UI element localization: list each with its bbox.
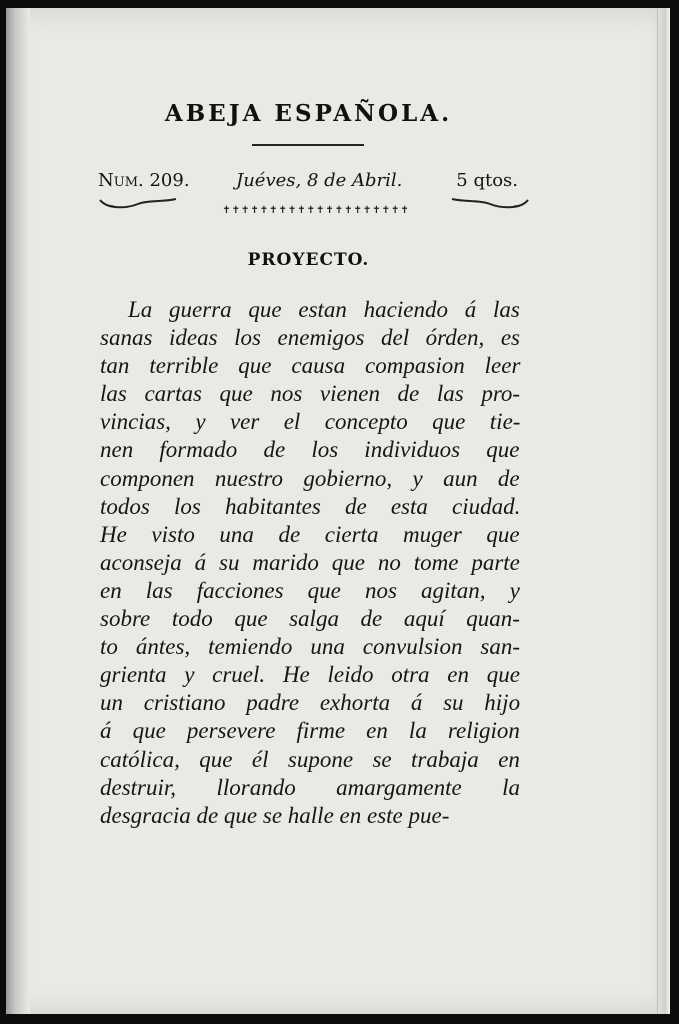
article-heading: PROYECTO. xyxy=(247,250,370,270)
text-line: un cristiano padre exhorta á su hijo xyxy=(100,690,521,716)
text-line: todos los habitantes de esta ciudad. xyxy=(100,493,521,519)
issue-date: Juéves, 8 de Abril. xyxy=(236,170,403,191)
text-line: to ántes, temiendo una convulsion san- xyxy=(100,634,521,660)
text-line: componen nuestro gobierno, y aun de xyxy=(100,465,520,491)
text-line: á que persevere firme en la religion xyxy=(100,718,520,744)
text-line: destruir, llorando amargamente la xyxy=(100,774,521,800)
text-line: las cartas que nos vienen de las pro- xyxy=(100,381,521,407)
text-line: sobre todo que salga de aquí quan- xyxy=(100,606,520,632)
text-line: nen formado de los individuos que xyxy=(100,437,520,463)
text-line: vincias, y ver el concepto que tie- xyxy=(100,409,521,435)
newspaper-title: ABEJA ESPAÑOLA. xyxy=(164,100,453,127)
issue-number: Num. 209. xyxy=(98,170,190,191)
masthead xyxy=(98,170,518,196)
text-line: La guerra que estan haciendo á las xyxy=(128,297,520,322)
title-rule xyxy=(252,144,364,146)
page-edge xyxy=(657,8,670,1014)
dingbat-rule: ✝✝✝✝✝✝✝✝✝✝✝✝✝✝✝✝✝✝✝✝ xyxy=(222,205,410,216)
text-line: sanas ideas los enemigos del órden, es xyxy=(100,325,520,351)
spine-shadow xyxy=(6,8,30,1014)
text-line: aconseja á su marido que no tome parte xyxy=(100,549,520,575)
text-line: tan terrible que causa compasion leer xyxy=(100,353,521,379)
article-body xyxy=(100,296,520,830)
text-line: católica, que él supone se trabaja en xyxy=(100,746,520,772)
swash-ornament-left xyxy=(98,196,178,212)
text-line: He visto una de cierta muger que xyxy=(100,521,520,547)
text-line: grienta y cruel. He leido otra en que xyxy=(100,662,520,688)
text-line: en las facciones que nos agitan, y xyxy=(100,577,520,603)
issue-price: 5 qtos. xyxy=(456,170,518,191)
text-line: desgracia de que se halle en este pue- xyxy=(100,802,450,828)
book-page xyxy=(6,8,670,1014)
swash-ornament-right xyxy=(450,196,530,212)
